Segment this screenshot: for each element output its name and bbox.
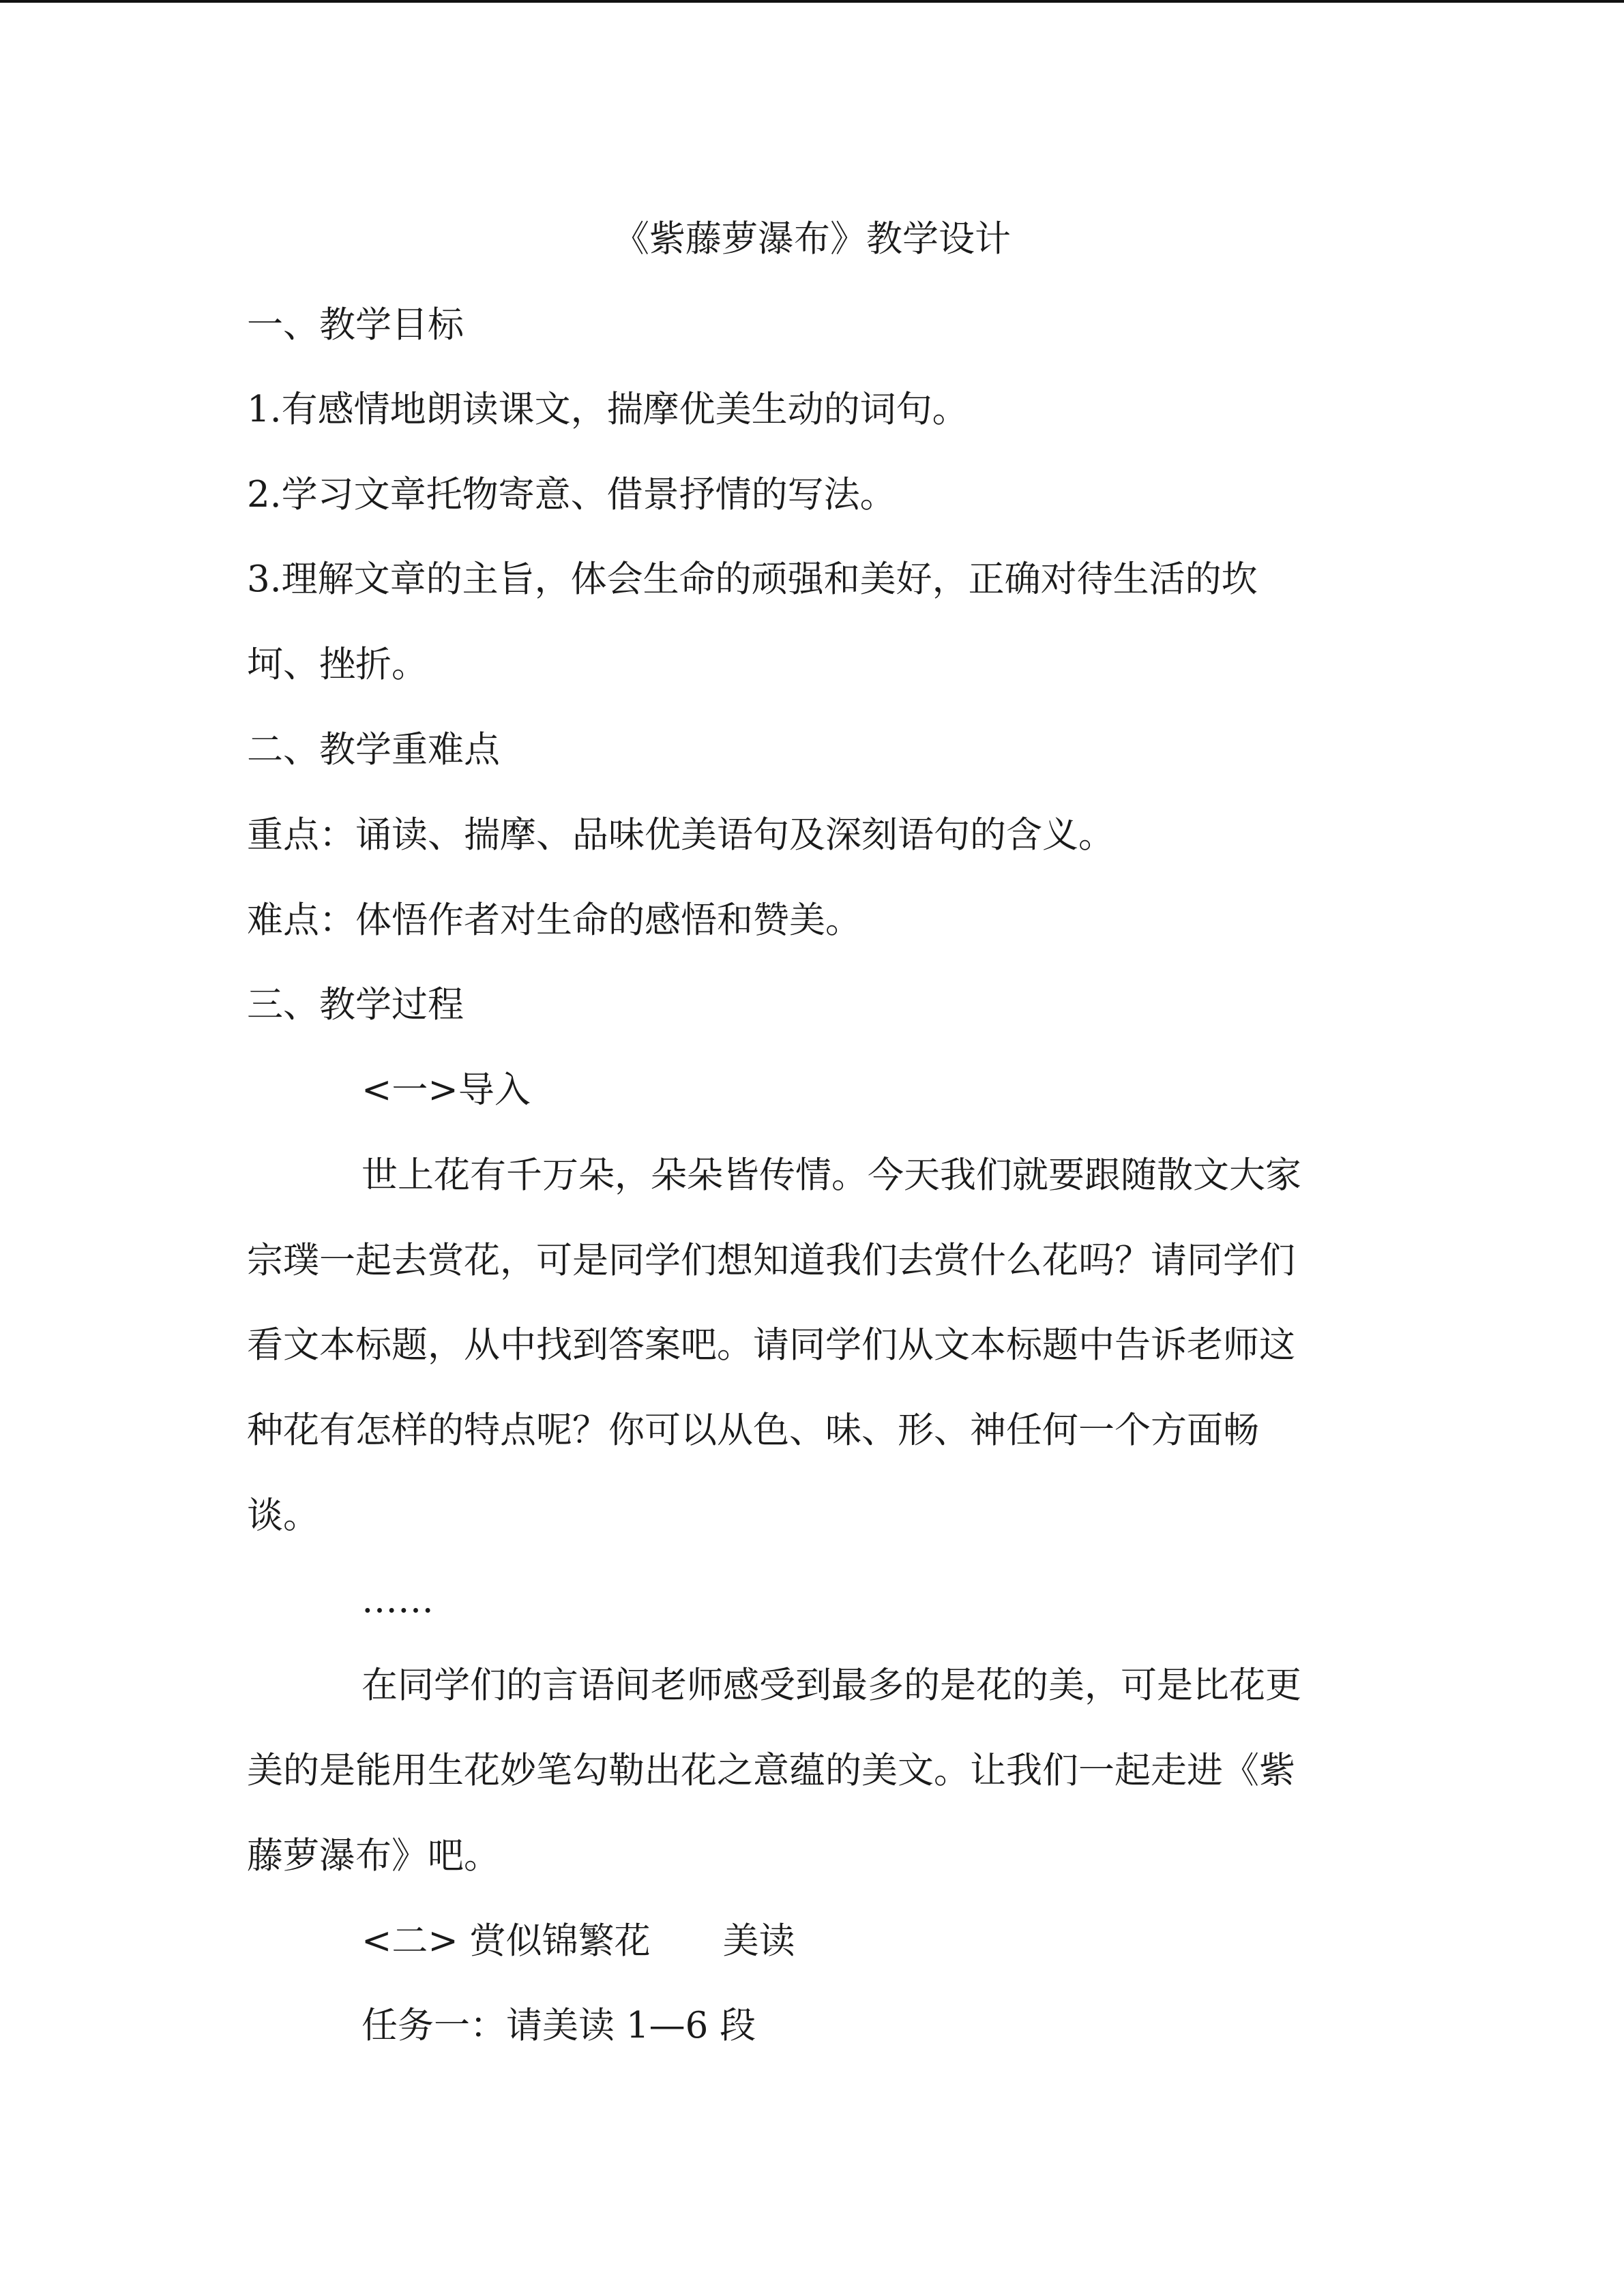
subsection-heading-intro: <一>导入: [361, 1069, 531, 1111]
goal-item-3-line-1: 3.理解文章的主旨，体会生命的顽强和美好，正确对待生活的坎: [247, 558, 1258, 600]
intro-paragraph-1-line-2: 宗璞一起去赏花，可是同学们想知道我们去赏什么花吗？请同学们: [247, 1240, 1295, 1281]
intro-paragraph-1-line-5: 谈。: [247, 1495, 319, 1536]
document-title: 《紫藤萝瀑布》教学设计: [613, 218, 1011, 260]
section-heading-key-points: 二、教学重难点: [247, 729, 500, 771]
key-point-text: 重点：诵读、揣摩、品味优美语句及深刻语句的含义。: [247, 814, 1114, 856]
intro-paragraph-2-line-3: 藤萝瀑布》吧。: [247, 1835, 500, 1877]
section-heading-process: 三、教学过程: [247, 984, 464, 1026]
goal-item-2: 2.学习文章托物寄意、借景抒情的写法。: [247, 474, 896, 516]
intro-paragraph-1-line-4: 种花有怎样的特点呢？你可以从色、味、形、神任何一个方面畅: [247, 1410, 1259, 1451]
ellipsis-text: ……: [361, 1579, 434, 1621]
task-one-text: 任务一：请美读 1—6 段: [361, 2005, 756, 2046]
intro-paragraph-1-line-3: 看文本标题，从中找到答案吧。请同学们从文本标题中告诉老师这: [247, 1324, 1295, 1366]
goal-item-3-line-2: 坷、挫折。: [247, 644, 428, 685]
difficult-point-text: 难点：体悟作者对生命的感悟和赞美。: [247, 899, 861, 941]
intro-paragraph-2-line-1: 在同学们的言语间老师感受到最多的是花的美，可是比花更: [361, 1665, 1301, 1706]
subsection-heading-reading: <二> 赏似锦繁花 美读: [361, 1920, 795, 1962]
intro-paragraph-1-line-1: 世上花有千万朵，朵朵皆传情。今天我们就要跟随散文大家: [361, 1154, 1301, 1196]
goal-item-1: 1.有感情地朗读课文，揣摩优美生动的词句。: [247, 389, 969, 430]
section-heading-goals: 一、教学目标: [247, 304, 464, 346]
intro-paragraph-2-line-2: 美的是能用生花妙笔勾勒出花之意蕴的美文。让我们一起走进《紫: [247, 1750, 1295, 1791]
